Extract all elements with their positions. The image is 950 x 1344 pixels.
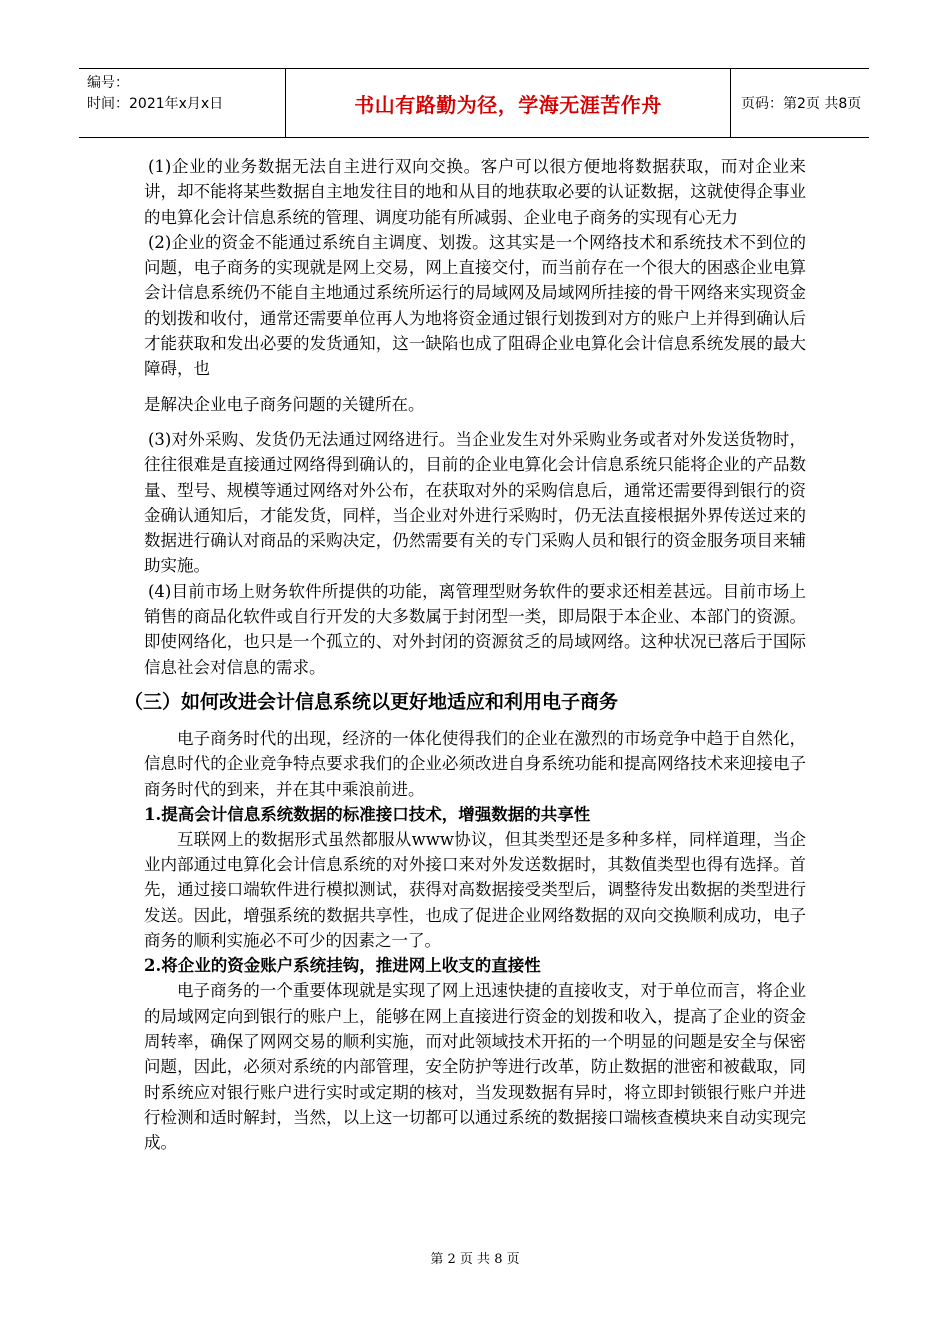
- paragraph-3: (3)对外采购、发货仍无法通过网络进行。当企业发生对外采购业务或者对外发送货物时，往往很难是直接通过网络得到确认的，目前的企业电算化会计信息系统只能将企业的产品数量、型号、规模等通过网络对外公布，在获取对外的采购信息后，通常还需要得到银行的资金确认通知后，才能发货，同样，当企业对外进行采购时，仍无法直接根据外界传送过来的数据进行确认对商品的采购决定，仍然需要有关的专门采购人员和银行的资金服务项目来辅助实施。: [144, 429, 806, 576]
- paragraph-1: (1)企业的业务数据无法自主进行双向交换。客户可以很方便地将数据获取，而对企业来讲，却不能将某些数据自主地发往目的地和从目的地获取必要的认证数据，这就使得企事业的电算化会计信息系统的管理、调度功能有所减弱、企业电子商务的实现有心无力: [144, 157, 806, 227]
- header-page-info: 页码：第2页 共8页: [741, 96, 862, 112]
- document-header: [79, 68, 869, 138]
- subsection-1-heading: 1.提高会计信息系统数据的标准接口技术，增强数据的共享性: [144, 804, 591, 824]
- paragraph-5: 电子商务时代的出现，经济的一体化使得我们的企业在激烈的市场竞争中趋于自然化，信息时代的企业竞争特点要求我们的企业必须改进自身系统功能和提高网络技术来迎接电子商务时代的到来，并在其中乘浪前进。: [144, 728, 806, 799]
- section-3-heading: （三）如何改进会计信息系统以更好地适应和利用电子商务: [124, 690, 619, 713]
- paragraph-2: (2)企业的资金不能通过系统自主调度、划拨。这其实是一个网络技术和系统技术不到位的问题，电子商务的实现就是网上交易，网上直接交付，而当前存在一个很大的困惑企业电算会计信息系统仍不能自主地通过系统所运行的局域网及局域网所挂接的骨干网络来实现资金的划拨和收付，通常还需要单位再人为地将资金通过银行划拨到对方的账户上并得到确认后才能获取和发出必要的发货通知，这一缺陷也成了阻碍企业电算化会计信息系统发展的最大障碍，也: [144, 232, 806, 379]
- header-motto-cell: [285, 69, 731, 137]
- header-motto: 书山有路勤为径，学海无涯苦作舟: [354, 92, 662, 117]
- paragraph-4: (4)目前市场上财务软件所提供的功能，离管理型财务软件的要求还相差甚远。目前市场上销售的商品化软件或自行开发的大多数属于封闭型一类，即局限于本企业、本部门的资源。即使网络化，也只是一个孤立的、对外封闭的资源贫乏的局域网络。这种状况已落后于国际信息社会对信息的需求。: [144, 581, 806, 677]
- paragraph-7: 电子商务的一个重要体现就是实现了网上迅速快捷的直接收支，对于单位而言，将企业的局域网定向到银行的账户上，能够在网上直接进行资金的划拨和收入，提高了企业的资金周转率，确保了网网交易的顺利实施，而对此领域技术开拓的一个明显的问题是安全与保密问题，因此，必须对系统的内部管理，安全防护等进行改革，防止数据的泄密和被截取，同时系统应对银行账户进行实时或定期的核对，当发现数据有异时，将立即封锁银行账户并进行检测和适时解封，当然，以上这一切都可以通过系统的数据接口端核查模块来自动实现完成。: [144, 981, 806, 1153]
- document-number-label: 编号：: [87, 75, 129, 91]
- paragraph-2-continued: 是解决企业电子商务问题的关键所在。: [144, 394, 425, 414]
- page-footer: 第 2 页 共 8 页: [430, 1252, 520, 1267]
- subsection-2-heading: 2.将企业的资金账户系统挂钩，推进网上收支的直接性: [144, 956, 541, 976]
- document-body: [124, 154, 806, 1155]
- paragraph-6: 互联网上的数据形式虽然都服从www协议，但其类型还是多种多样，同样道理，当企业内部通过电算化会计信息系统的对外接口来对外发送数据时，其数值类型也得有选择。首先，通过接口端软件进行模拟测试，获得对高数据接受类型后，调整待发出数据的类型进行发送。因此，增强系统的数据共享性，也成了促进企业网络数据的双向交换顺利成功，电子商务的顺利实施必不可少的因素之一了。: [144, 829, 806, 951]
- header-meta: [79, 69, 285, 137]
- document-date-label: 时间：2021年x月x日: [87, 96, 224, 112]
